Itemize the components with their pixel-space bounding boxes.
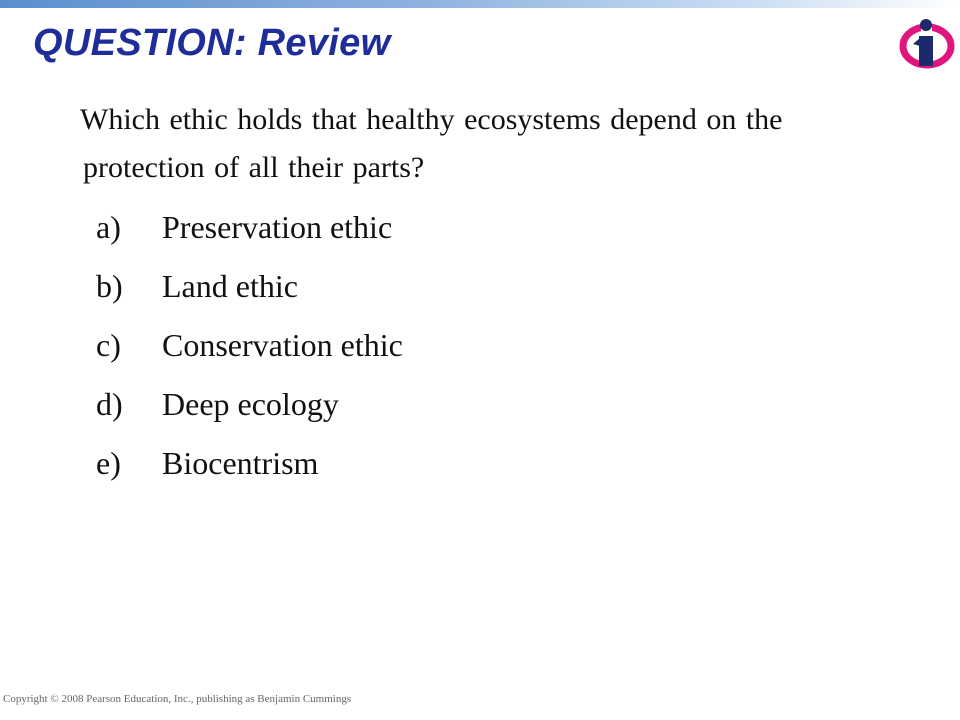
option-text: Land ethic: [162, 268, 298, 304]
option-letter: c): [96, 327, 121, 363]
option-letter: d): [96, 386, 123, 422]
question-line-1: Which ethic holds that healthy ecosystems depend on the: [80, 103, 783, 136]
answer-options-list: [96, 198, 403, 493]
copyright-footer: Copyright © 2008 Pearson Education, Inc., publishing as Benjamin Cummings: [3, 693, 352, 705]
option-letter: e): [96, 445, 121, 481]
option-text: Deep ecology: [162, 386, 339, 422]
question-text: [80, 96, 940, 192]
slide-title: QUESTION: Review: [33, 22, 391, 64]
option-c: [96, 316, 403, 375]
top-accent-bar: [0, 0, 960, 8]
option-text: Conservation ethic: [162, 327, 403, 363]
option-letter: a): [96, 209, 121, 245]
option-text: Preservation ethic: [162, 209, 393, 245]
option-d: [96, 375, 403, 434]
option-letter: b): [96, 268, 123, 304]
option-a: [96, 198, 403, 257]
option-text: Biocentrism: [162, 445, 319, 481]
option-e: [96, 434, 403, 493]
question-line-2: protection of all their parts?: [83, 151, 425, 184]
option-b: [96, 257, 403, 316]
info-i-icon: [893, 16, 955, 72]
